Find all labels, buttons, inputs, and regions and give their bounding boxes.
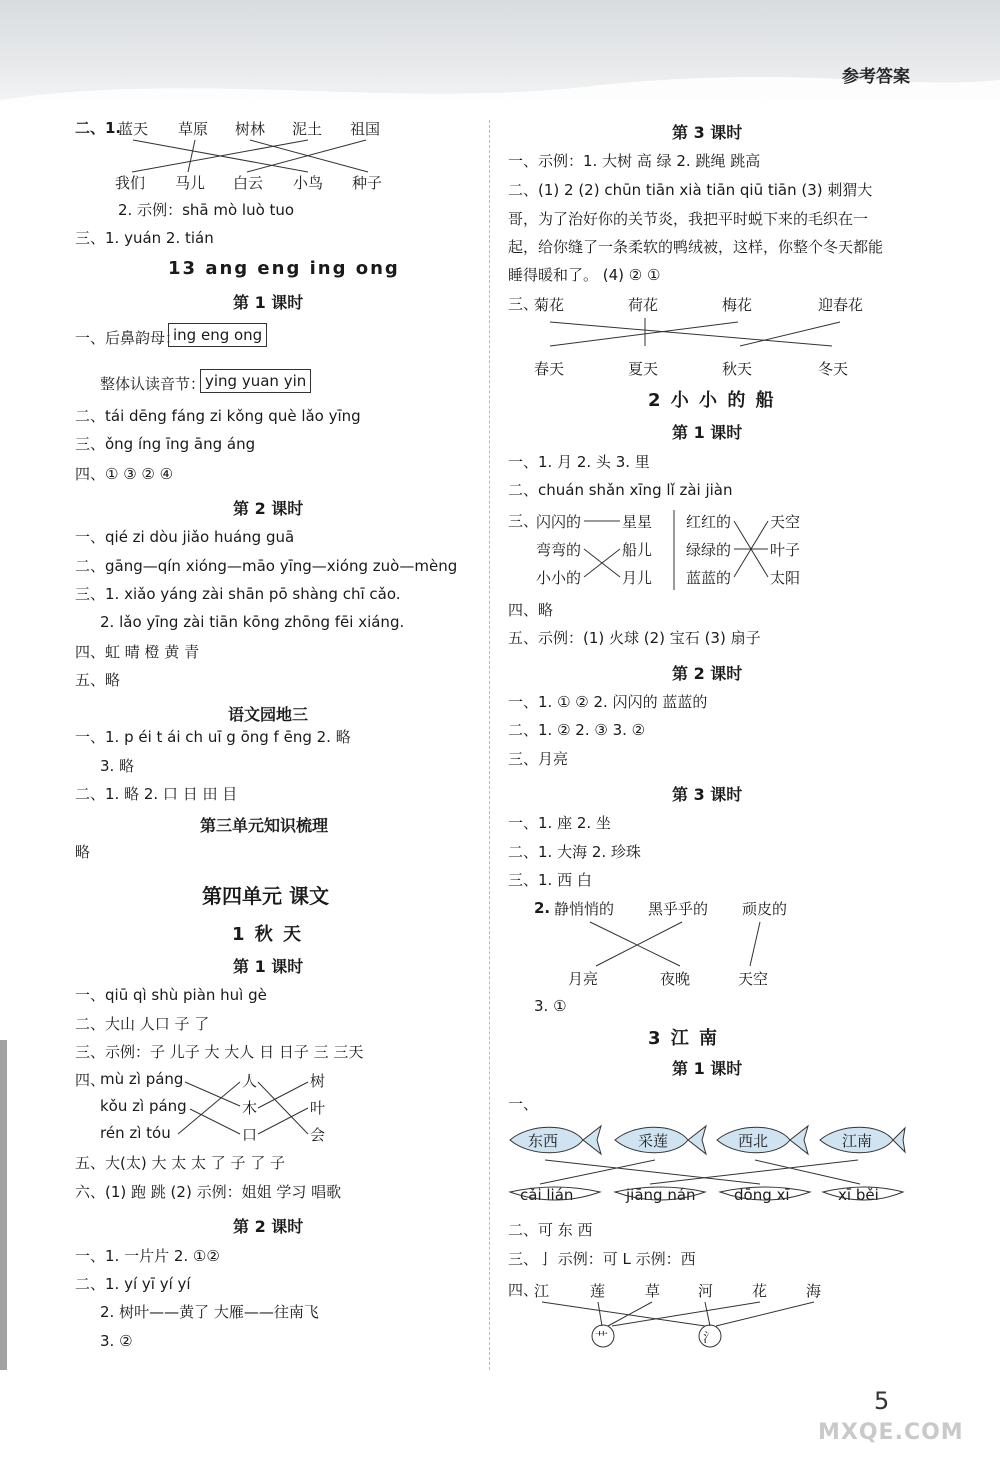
zhishi-lue: 略 — [75, 843, 91, 861]
c34-top-0: 静悄悄的 — [554, 900, 615, 918]
l1-top-2: 树林 — [235, 120, 266, 138]
qiutian-title: 1 秋 天 — [232, 924, 304, 945]
c1: 一、1. 月 2. 头 3. 里 — [508, 453, 650, 471]
c34-bottom-1: 夜晚 — [660, 970, 691, 988]
r3-bottom-2: 秋天 — [722, 360, 753, 378]
r3-top-1: 荷花 — [628, 296, 659, 314]
q4-right-2: 会 — [310, 1126, 326, 1144]
lesson2-keshi3: 第 3 课时 — [672, 785, 743, 804]
q21: 一、1. 一片片 2. ①② — [75, 1247, 220, 1265]
lesson2-keshi1: 第 1 课时 — [672, 423, 743, 442]
q4-left-1: kǒu zì páng — [100, 1097, 187, 1115]
watermark: MXQE.COM — [818, 1420, 964, 1445]
c3-rr-0: 天空 — [770, 513, 801, 531]
r3-top-0: 菊花 — [534, 296, 565, 314]
c23: 三、月亮 — [508, 750, 569, 768]
r2d: 睡得暖和了。 (4) ② ① — [508, 266, 661, 284]
c3-rl-2: 蓝蓝的 — [686, 569, 732, 587]
header-title: 参考答案 — [842, 67, 910, 87]
houbi-box: ing eng ong — [168, 323, 267, 347]
q4-left-2: rén zì tóu — [100, 1124, 171, 1142]
c32: 二、1. 大海 2. 珍珠 — [508, 843, 641, 861]
r2a: 二、(1) 2 (2) chūn tiān xià tiān qiū tiān (3) 刺猬大 — [508, 181, 873, 199]
fish-0: 东西 — [528, 1132, 559, 1150]
zhishi-title: 第三单元知识梳理 — [200, 816, 329, 835]
l2: 2. 示例：shā mò luò tuo — [118, 201, 295, 219]
c34-bottom-2: 天空 — [738, 970, 769, 988]
r3-bottom-0: 春天 — [534, 360, 565, 378]
fish-3: 江南 — [842, 1132, 873, 1150]
j4-top-2: 草 — [645, 1282, 661, 1300]
c34-top-2: 顽皮的 — [742, 900, 788, 918]
j4-top-3: 河 — [698, 1282, 714, 1300]
q24: 3. ② — [100, 1332, 133, 1350]
fish-pinyin-0: cǎi lián — [520, 1186, 574, 1204]
r3-top-2: 梅花 — [722, 296, 753, 314]
c3-rr-2: 太阳 — [770, 569, 801, 587]
q3: 三、示例：子 儿子 大 大人 日 日子 三 三天 — [75, 1043, 364, 1061]
j4-prefix: 四、 — [508, 1281, 539, 1299]
q4-left-0: mù zì páng — [100, 1070, 184, 1088]
q1: 一、qiū qì shù piàn huì gè — [75, 986, 267, 1004]
lesson13-si: 四、① ③ ② ④ — [75, 465, 174, 483]
fish-pinyin-1: jiāng nán — [626, 1186, 696, 1204]
c31: 一、1. 座 2. 坐 — [508, 814, 611, 832]
q4-right-0: 树 — [310, 1072, 326, 1090]
q5: 五、大(太) 大 太 太 了 子 了 子 — [75, 1154, 286, 1172]
c3-rl-0: 红红的 — [686, 513, 732, 531]
yw-2: 3. 略 — [100, 757, 135, 775]
fish-pinyin-2: dōng xī — [734, 1186, 790, 1204]
c3-ll-0: 闪闪的 — [536, 513, 582, 531]
c3-lr-1: 船儿 — [622, 541, 653, 559]
q2: 二、大山 人口 子 了 — [75, 1015, 210, 1033]
j4-bottom-0: 艹 — [595, 1331, 609, 1346]
l1-top-0: 蓝天 — [118, 120, 149, 138]
j4-top-1: 莲 — [590, 1282, 606, 1300]
zhengti-label: 整体认读音节： — [100, 375, 206, 393]
c33: 三、1. 西 白 — [508, 871, 592, 889]
c22: 二、1. ② 2. ③ 3. ② — [508, 721, 646, 739]
r3-bottom-1: 夏天 — [628, 360, 659, 378]
fish-2: 西北 — [738, 1132, 769, 1150]
l3: 三、1. yuán 2. tián — [75, 229, 214, 247]
j4-bottom-1: 氵 — [703, 1331, 717, 1346]
j4-top-4: 花 — [752, 1282, 768, 1300]
q22: 二、1. yí yī yí yí — [75, 1275, 191, 1293]
j4-top-0: 江 — [534, 1282, 550, 1300]
c34-bottom-0: 月亮 — [568, 970, 599, 988]
lesson13-keshi2: 第 2 课时 — [233, 499, 304, 518]
page-number: 5 — [874, 1387, 890, 1415]
c4: 四、略 — [508, 601, 554, 619]
j2: 二、可 东 西 — [508, 1221, 593, 1239]
c2: 二、chuán shǎn xīng lǐ zài jiàn — [508, 481, 733, 499]
fish-pinyin-3: xī běi — [838, 1186, 879, 1204]
k2-2: 二、gāng—qín xióng—māo yīng—xióng zuò—mèng — [75, 557, 458, 575]
l1-bottom-0: 我们 — [115, 174, 146, 192]
k2-5: 四、虹 晴 橙 黄 青 — [75, 643, 200, 661]
q4-mid-0: 人 — [242, 1072, 258, 1090]
r-keshi3: 第 3 课时 — [672, 123, 743, 142]
c3-rl-1: 绿绿的 — [686, 541, 732, 559]
r2b: 哥，为了治好你的关节炎，我把平时蜕下来的毛织在一 — [508, 210, 869, 228]
c3-ll-2: 小小的 — [536, 569, 582, 587]
fish-1: 采莲 — [638, 1132, 669, 1150]
q6: 六、(1) 跑 跳 (2) 示例：姐姐 学习 唱歌 — [75, 1183, 342, 1201]
c3-lr-2: 月儿 — [622, 569, 653, 587]
q4-right-1: 叶 — [310, 1099, 326, 1117]
c3-prefix: 三、 — [508, 512, 539, 530]
lesson-13-keshi1: 第 1 课时 — [233, 293, 304, 312]
r3-bottom-3: 冬天 — [818, 360, 849, 378]
yuanwen-title: 语文园地三 — [228, 705, 309, 724]
lesson13-er: 二、tái dēng fáng zi kǒng què lǎo yīng — [75, 407, 361, 425]
l1-bottom-1: 马儿 — [175, 174, 206, 192]
j1-prefix: 一、 — [508, 1095, 539, 1113]
k2-4: 2. lǎo yīng zài tiān kōng zhōng fēi xiáng. — [100, 613, 405, 631]
l1-bottom-4: 种子 — [352, 174, 383, 192]
k2-6: 五、略 — [75, 671, 121, 689]
c21: 一、1. ① ② 2. 闪闪的 蓝蓝的 — [508, 693, 708, 711]
c3-lr-0: 星星 — [622, 513, 653, 531]
r1: 一、示例：1. 大树 高 绿 2. 跳绳 跳高 — [508, 152, 761, 170]
q4-mid-1: 木 — [242, 1099, 258, 1117]
k2-3: 三、1. xiǎo yáng zài shān pō shàng chī cǎo. — [75, 585, 401, 603]
lesson13-san: 三、ǒng íng īng āng áng — [75, 435, 256, 453]
r2c: 起，给你缝了一条柔软的鸭绒被，这样，你整个冬天都能 — [508, 238, 884, 256]
j3: 三、亅 示例：可 L 示例：西 — [508, 1250, 696, 1268]
l1-top-1: 草原 — [178, 120, 209, 138]
l1-top-4: 祖国 — [350, 120, 381, 138]
unit4-title: 第四单元 课文 — [202, 884, 329, 908]
qiutian-keshi1: 第 1 课时 — [233, 957, 304, 976]
c3-rr-1: 叶子 — [770, 541, 801, 559]
lesson-13-title: 13 ang eng ing ong — [168, 258, 400, 279]
c34-top-1: 黑乎乎的 — [648, 900, 709, 918]
lesson2-keshi2: 第 2 课时 — [672, 664, 743, 683]
l1-bottom-3: 小鸟 — [293, 174, 324, 192]
houbi-label: 一、后鼻韵母： — [75, 329, 181, 347]
yw-1: 一、1. p éi t ái ch uī g ōng f ēng 2. 略 — [75, 728, 351, 746]
l1-prefix: 二、1. — [75, 119, 122, 137]
c5: 五、示例：(1) 火球 (2) 宝石 (3) 扇子 — [508, 629, 761, 647]
l1-top-3: 泥土 — [292, 120, 323, 138]
k2-1: 一、qié zi dòu jiǎo huáng guā — [75, 528, 295, 546]
j4-top-5: 海 — [806, 1282, 822, 1300]
c34-prefix: 2. — [534, 899, 551, 917]
c35: 3. ① — [534, 997, 567, 1015]
q4-prefix: 四、 — [75, 1071, 106, 1089]
yw-3: 二、1. 略 2. 口 日 田 目 — [75, 785, 238, 803]
q23: 2. 树叶——黄了 大雁——往南飞 — [100, 1303, 319, 1321]
lesson3-keshi1: 第 1 课时 — [672, 1059, 743, 1078]
zhengti-box: ying yuan yin — [200, 369, 311, 393]
lesson3-title: 3 江 南 — [648, 1028, 720, 1049]
c3-ll-1: 弯弯的 — [536, 541, 582, 559]
qiutian-keshi2: 第 2 课时 — [233, 1217, 304, 1236]
r3-top-3: 迎春花 — [818, 296, 864, 314]
l1-bottom-2: 白云 — [233, 174, 264, 192]
q4-mid-2: 口 — [242, 1126, 258, 1144]
lesson2-title: 2 小 小 的 船 — [648, 390, 776, 411]
r3-prefix: 三、 — [508, 295, 539, 313]
